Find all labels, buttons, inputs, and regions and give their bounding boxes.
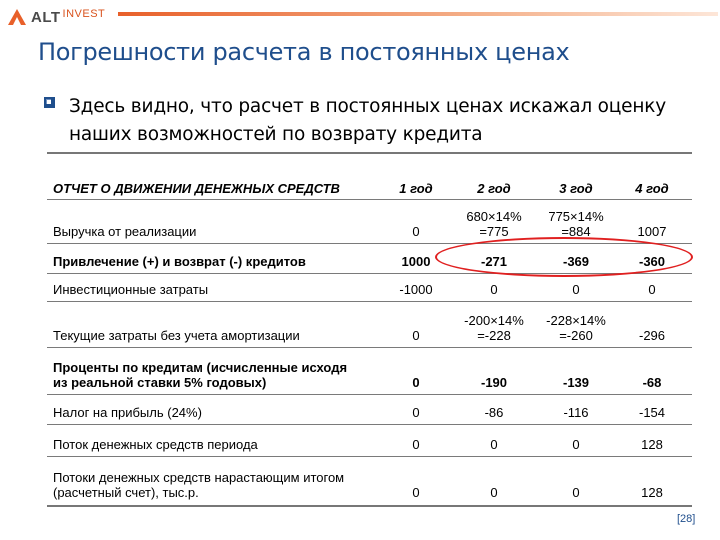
logo-text-invest: INVEST	[62, 8, 106, 20]
row-value-year-1: 0	[412, 485, 420, 500]
row-value-year-4: -296	[638, 328, 666, 343]
altinvest-logo	[6, 6, 105, 28]
row-value-year-2: -200×14% =-228	[464, 313, 524, 343]
row-label: Поток денежных средств периода	[53, 437, 258, 452]
row-value-year-3: 0	[572, 437, 580, 452]
table-header-row	[47, 152, 692, 201]
row-value-year-4: 0	[648, 282, 656, 297]
table-row	[47, 424, 692, 457]
row-value-year-3: 775×14% =884	[548, 209, 604, 239]
row-value-year-2: -271	[480, 254, 508, 269]
row-label: Налог на прибыль (24%)	[53, 405, 202, 420]
row-value-year-3: -116	[563, 405, 589, 420]
header-accent-line	[118, 12, 718, 16]
row-value-year-1: 0	[412, 375, 420, 390]
row-value-year-1: 0	[412, 405, 420, 420]
row-label: Выручка от реализации	[53, 224, 197, 239]
row-value-year-3: -139	[562, 375, 590, 390]
row-value-year-1: 0	[412, 224, 420, 239]
header-year-1: 1 год	[399, 181, 433, 196]
row-value-year-3: 0	[572, 485, 580, 500]
row-label: Проценты по кредитам (исчисленные исходя из реальной ставки 5% годовых)	[53, 360, 348, 390]
square-bullet-icon	[44, 97, 55, 108]
row-value-year-1: 0	[412, 328, 420, 343]
row-value-year-1: 1000	[401, 254, 431, 269]
row-value-year-2: 0	[490, 282, 498, 297]
row-value-year-4: 128	[641, 437, 663, 452]
table-row	[47, 273, 692, 302]
row-value-year-4: -360	[638, 254, 666, 269]
slide-title: Погрешности расчета в постоянных ценах	[38, 38, 570, 66]
header-year-4: 4 год	[635, 181, 669, 196]
row-label: Текущие затраты без учета амортизации	[53, 328, 300, 343]
highlight-ellipse	[435, 237, 693, 277]
row-value-year-1: -1000	[399, 282, 433, 297]
row-value-year-4: -68	[642, 375, 662, 390]
row-value-year-1: 0	[412, 437, 420, 452]
table-row	[47, 394, 692, 425]
row-value-year-4: 128	[641, 485, 663, 500]
row-value-year-4: -154	[638, 405, 666, 420]
row-value-year-3: -228×14% =-260	[546, 313, 606, 343]
row-value-year-2: 0	[490, 437, 498, 452]
row-label: Потоки денежных средств нарастающим итогом (расчетный счет), тыс.р.	[53, 470, 345, 500]
header-year-3: 3 год	[559, 181, 593, 196]
row-label: Привлечение (+) и возврат (-) кредитов	[53, 254, 306, 269]
page-number: [28]	[677, 513, 696, 525]
row-value-year-3: 0	[572, 282, 580, 297]
table-header-label: ОТЧЕТ О ДВИЖЕНИИ ДЕНЕЖНЫХ СРЕДСТВ	[53, 181, 340, 196]
row-value-year-3: -369	[562, 254, 590, 269]
logo-arrow-icon	[6, 7, 28, 27]
bullet-text: Здесь видно, что расчет в постоянных ценах искажал оценку наших возможностей по возврату кредита	[69, 96, 666, 145]
row-label: Инвестиционные затраты	[53, 282, 209, 297]
row-value-year-2: 680×14% =775	[466, 209, 522, 239]
row-value-year-2: -190	[480, 375, 508, 390]
table-row	[47, 347, 692, 395]
row-value-year-2: 0	[490, 485, 498, 500]
table-row	[47, 301, 692, 348]
row-value-year-2: -86	[484, 405, 504, 420]
header-bar	[0, 0, 720, 34]
row-value-year-4: 1007	[637, 224, 667, 239]
header-year-2: 2 год	[477, 181, 511, 196]
table-row	[47, 456, 692, 507]
logo-text-alt: ALT	[31, 8, 61, 26]
